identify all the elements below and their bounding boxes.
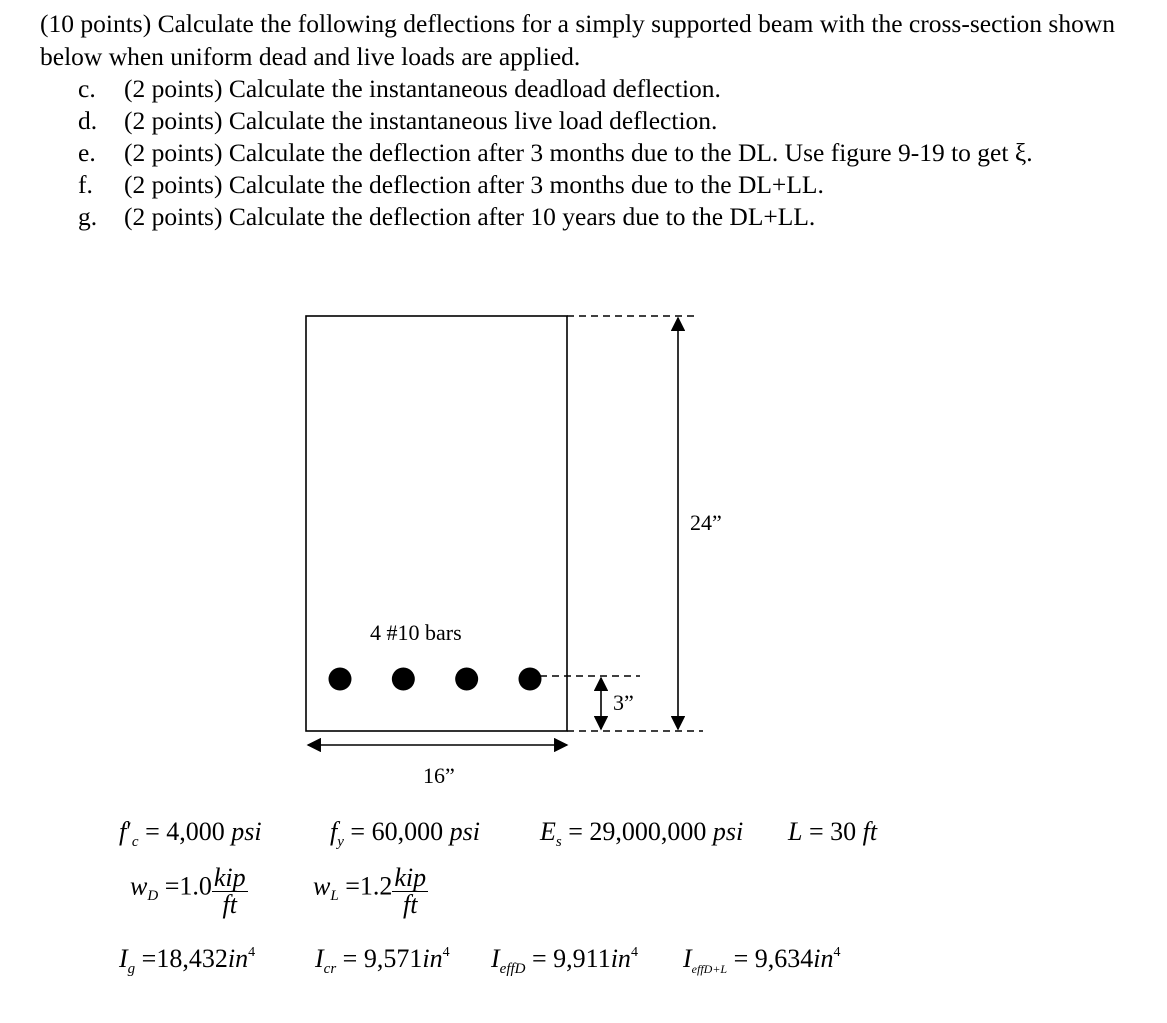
exponent: 4 <box>248 945 256 960</box>
value: = 9,911 <box>532 944 611 973</box>
symbol: E <box>540 817 556 846</box>
subscript: c <box>131 834 139 850</box>
unit-fraction <box>392 865 428 918</box>
steel-yield-strength <box>330 817 480 850</box>
unit: in <box>422 944 443 973</box>
item-text: (2 points) Calculate the deflection after 3 months due to the DL+LL. <box>124 170 824 199</box>
item-letter: f. <box>78 170 93 199</box>
symbol: I <box>491 944 500 973</box>
unit-fraction <box>212 865 248 918</box>
denominator: ft <box>392 891 428 918</box>
item-text: (2 points) Calculate the instantaneous live load deflection. <box>124 106 718 135</box>
live-load <box>313 862 428 919</box>
unit: ft <box>862 817 878 846</box>
rebar-group <box>329 668 542 691</box>
subscript: effD <box>499 961 526 977</box>
rebar-4 <box>519 668 542 691</box>
item-text: (2 points) Calculate the deflection after 10 years due to the DL+LL. <box>124 202 816 231</box>
denominator: ft <box>212 891 248 918</box>
item-letter: d. <box>78 106 98 135</box>
width-dimension-label: 16” <box>423 763 455 788</box>
rebar-1 <box>329 668 352 691</box>
subscript: g <box>127 961 136 977</box>
subscript: cr <box>323 961 337 977</box>
steel-modulus <box>540 817 744 850</box>
symbol: L <box>788 817 803 846</box>
subscript: D <box>147 888 159 905</box>
problem-statement: (10 points) Calculate the following deflections for a simply supported beam with the cross-section shown below when uniform dead and live loads are applied. <box>40 9 1116 71</box>
symbol: f <box>330 817 338 846</box>
unit: in <box>227 944 249 973</box>
item-letter: e. <box>78 138 96 167</box>
value: = 9,571 <box>342 944 423 973</box>
value: =18,432 <box>141 944 228 973</box>
item-letter: g. <box>78 202 98 231</box>
numerator: kip <box>213 863 246 892</box>
span-length <box>788 817 877 847</box>
effective-inertia-dead-live <box>683 944 841 974</box>
unit: in <box>610 944 631 973</box>
value: = 9,634 <box>733 944 814 973</box>
unit: psi <box>712 817 744 846</box>
unit: psi <box>231 817 262 846</box>
rebar-3 <box>455 668 478 691</box>
value: = 4,000 <box>145 817 225 846</box>
subscript: y <box>337 834 344 850</box>
cover-dimension-label: 3” <box>613 690 634 715</box>
item-text: (2 points) Calculate the instantaneous deadload deflection. <box>124 74 721 103</box>
item-letter: c. <box>78 74 96 103</box>
numerator: kip <box>394 863 427 892</box>
exponent: 4 <box>630 945 638 960</box>
unit: in <box>813 944 834 973</box>
unit: psi <box>449 817 480 846</box>
value: = 30 <box>808 817 857 846</box>
symbol: I <box>683 944 692 973</box>
exponent: 4 <box>442 945 450 960</box>
subscript: s <box>555 834 562 850</box>
concrete-strength: $f'_c = 4,000$ psi <box>119 817 262 850</box>
value: =1.0 <box>164 871 212 901</box>
value: =1.2 <box>345 871 393 901</box>
symbol: I <box>315 944 324 973</box>
exponent: 4 <box>833 945 841 960</box>
value: = 29,000,000 <box>568 817 707 846</box>
symbol: w <box>130 871 148 901</box>
symbol: f <box>119 817 127 846</box>
rebar-2 <box>392 668 415 691</box>
symbol: I <box>119 944 128 973</box>
gross-moment-of-inertia <box>119 944 256 977</box>
item-text: (2 points) Calculate the deflection after 3 months due to the DL. Use figure 9-19 to get ξ. <box>124 138 1033 167</box>
subscript: effD+L <box>691 962 728 976</box>
cracked-moment-of-inertia <box>315 944 450 977</box>
bars-label: 4 #10 bars <box>370 620 462 645</box>
value: = 60,000 <box>350 817 444 846</box>
dead-load <box>130 862 248 919</box>
symbol: w <box>313 871 331 901</box>
effective-inertia-dead <box>491 944 638 977</box>
height-dimension-label: 24” <box>690 510 722 535</box>
subscript: L <box>330 888 339 905</box>
